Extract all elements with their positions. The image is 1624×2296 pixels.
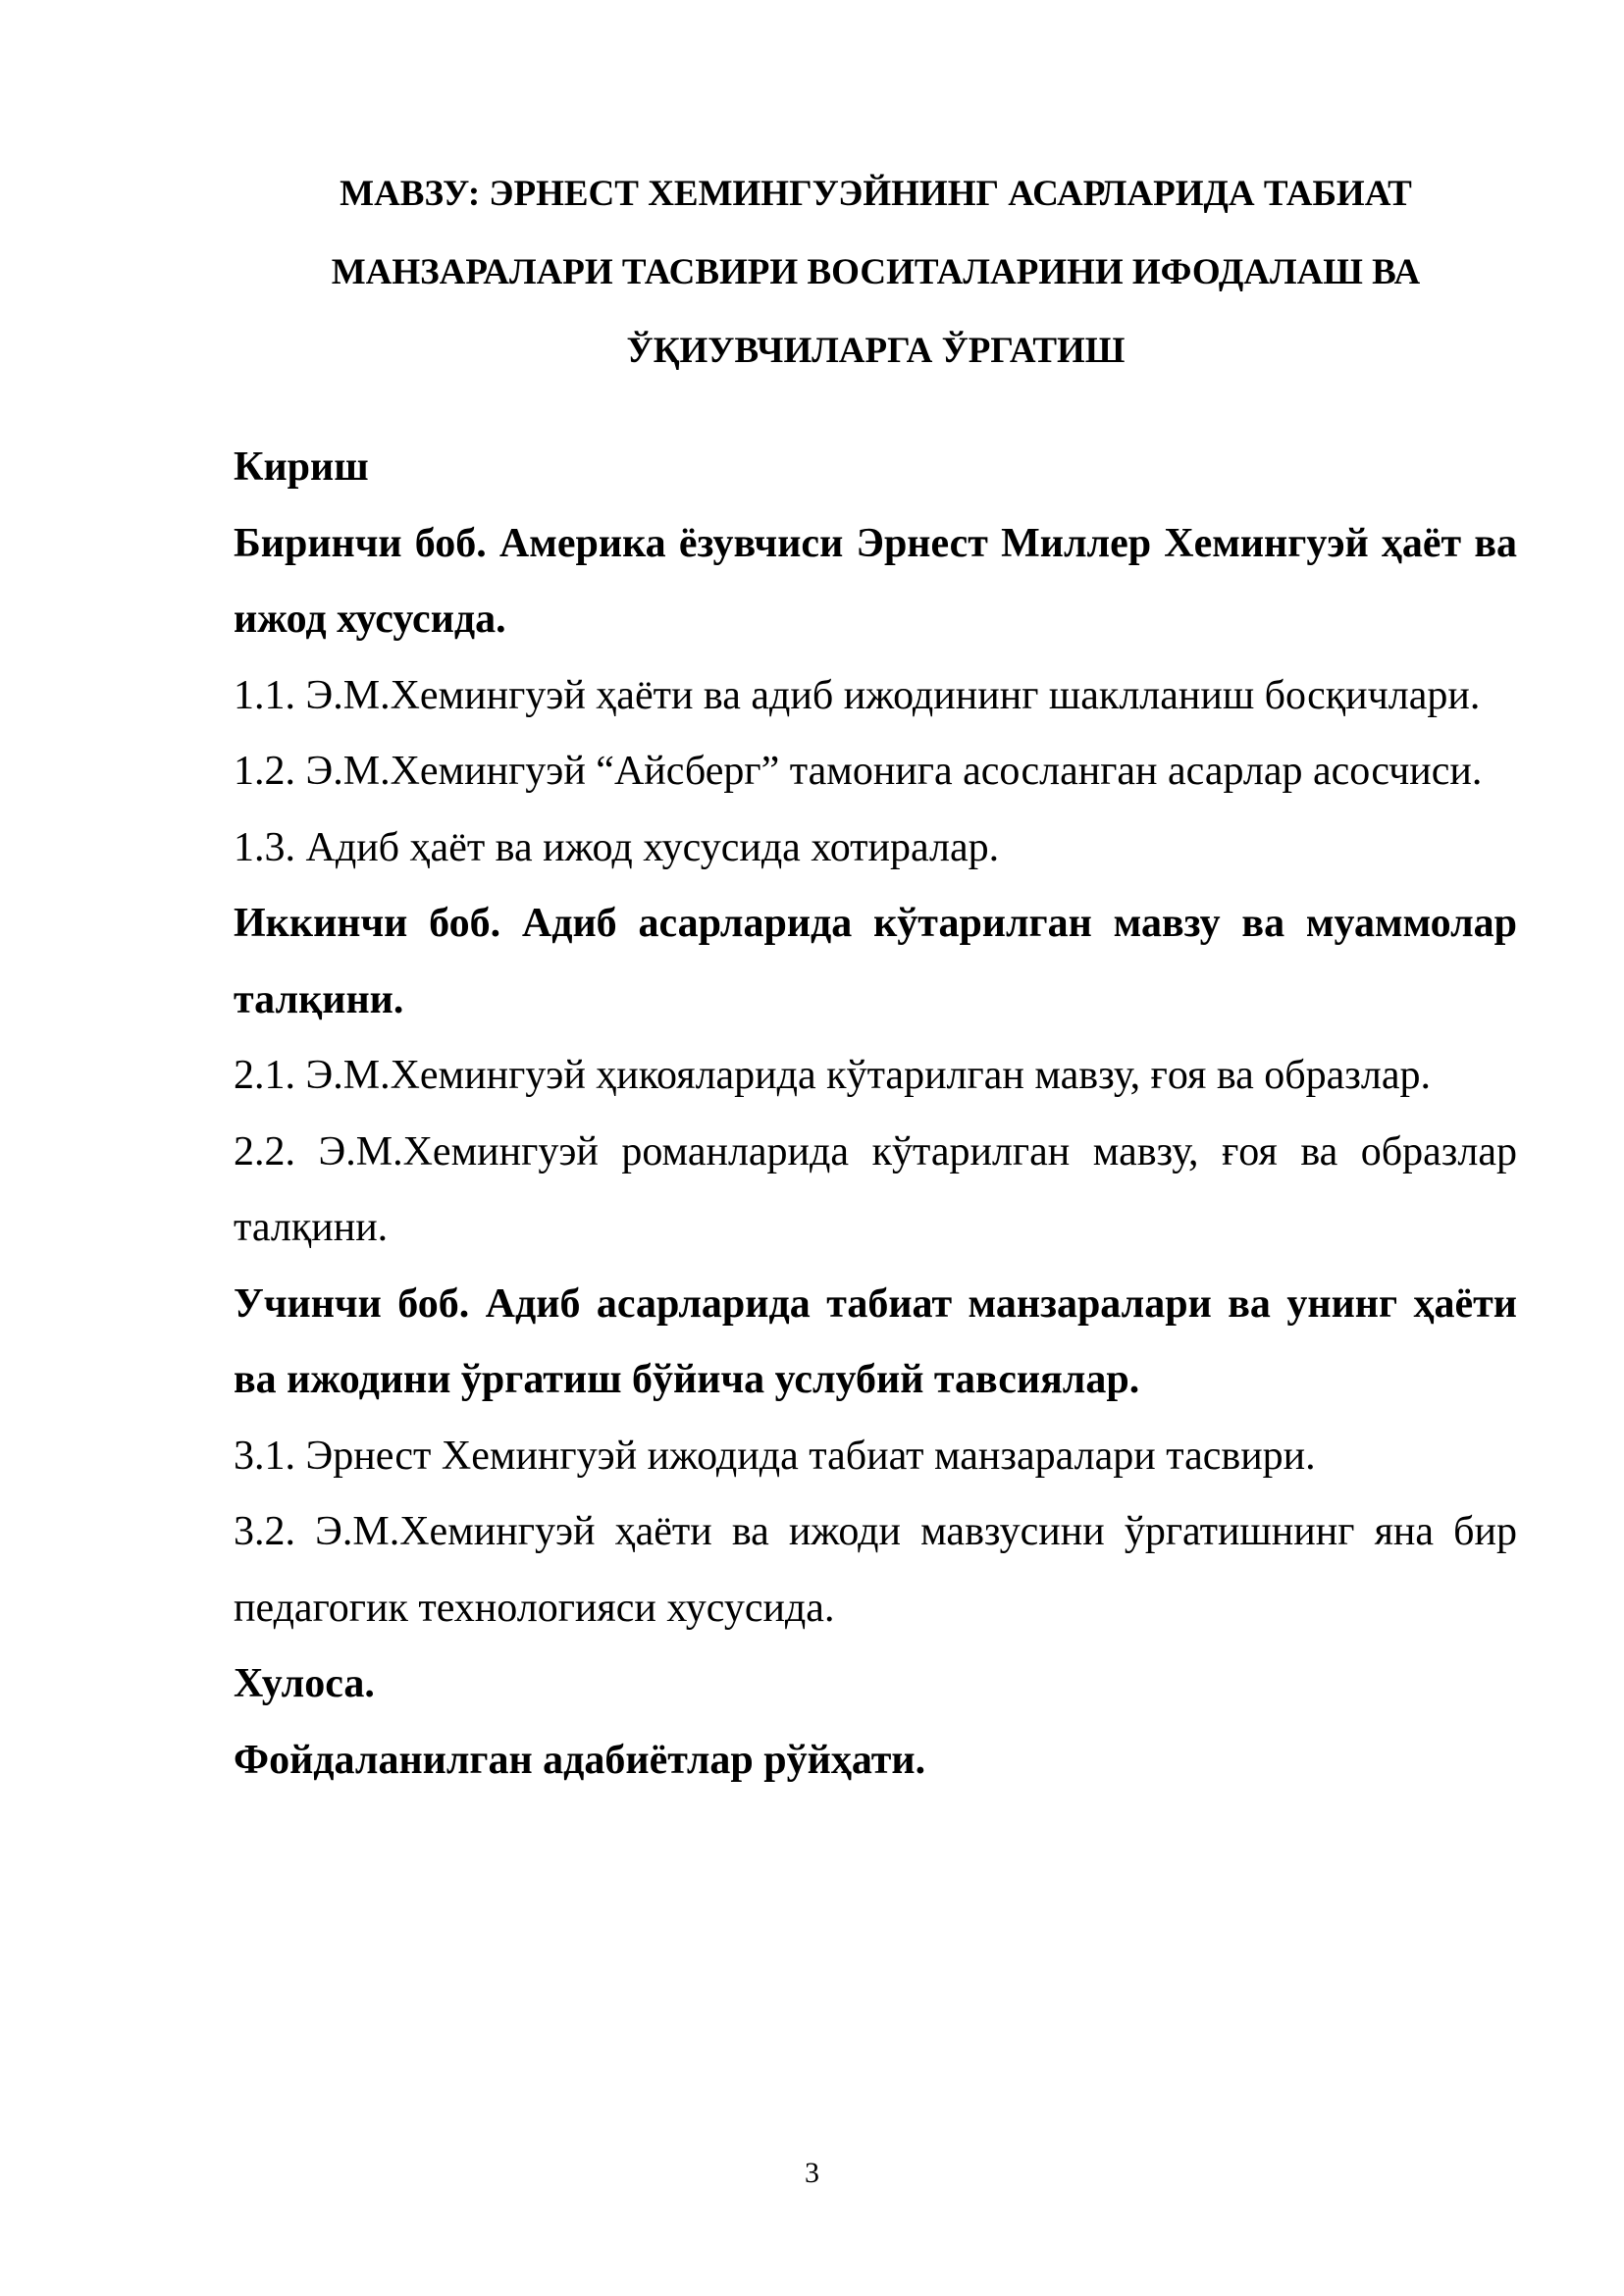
title-line-2: МАНЗАРАЛАРИ ТАСВИРИ ВОСИТАЛАРИНИ ИФОДАЛАШ ВА: [331, 252, 1421, 292]
toc-chapter-3: Учинчи боб. Адиб асарларида табиат манзаралари ва унинг ҳаёти ва ижодини ўргатиш бўйича услубий тавсиялар.: [234, 1280, 1517, 1402]
table-of-contents: [234, 430, 1517, 1799]
document-title: [236, 155, 1516, 391]
toc-section-1-2: 1.2. Э.М.Хемингуэй “Айсберг” тамонига асосланган асарлар асосчиси.: [234, 749, 1483, 794]
title-line-1: МАВЗУ: ЭРНЕСТ ХЕМИНГУЭЙНИНГ АСАРЛАРИДА ТАБИАТ: [340, 174, 1412, 214]
toc-chapter-1: Биринчи боб. Америка ёзувчиси Эрнест Миллер Хемингуэй ҳаёт ва ижод хусусида.: [234, 520, 1517, 642]
toc-bibliography: Фойдаланилган адабиётлар рўйҳати.: [234, 1737, 926, 1783]
toc-section-2-2: 2.2. Э.М.Хемингуэй романларида кўтарилган мавзу, ғоя ва образлар талқини.: [234, 1128, 1517, 1250]
toc-introduction: Кириш: [234, 444, 369, 490]
toc-section-2-1: 2.1. Э.М.Хемингуэй ҳикояларида кўтарилган мавзу, ғоя ва образлар.: [234, 1053, 1431, 1098]
toc-section-1-3: 1.3. Адиб ҳаёт ва ижод хусусида хотиралар.: [234, 824, 1000, 870]
page-number: 3: [805, 2157, 819, 2189]
toc-chapter-2: Иккинчи боб. Адиб асарларида кўтарилган мавзу ва муаммолар талқини.: [234, 901, 1517, 1022]
toc-section-3-1: 3.1. Эрнест Хемингуэй ижодида табиат манзаралари тасвири.: [234, 1433, 1316, 1479]
title-line-3: ЎҚИУВЧИЛАРГА ЎРГАТИШ: [626, 331, 1126, 371]
toc-section-3-2: 3.2. Э.М.Хемингуэй ҳаёти ва ижоди мавзусини ўргатишнинг яна бир педагогик технологияси хусусида.: [234, 1509, 1517, 1631]
toc-section-1-1: 1.1. Э.М.Хемингуэй ҳаёти ва адиб ижодининг шаклланиш босқичлари.: [234, 672, 1481, 718]
toc-conclusion: Хулоса.: [234, 1661, 375, 1706]
